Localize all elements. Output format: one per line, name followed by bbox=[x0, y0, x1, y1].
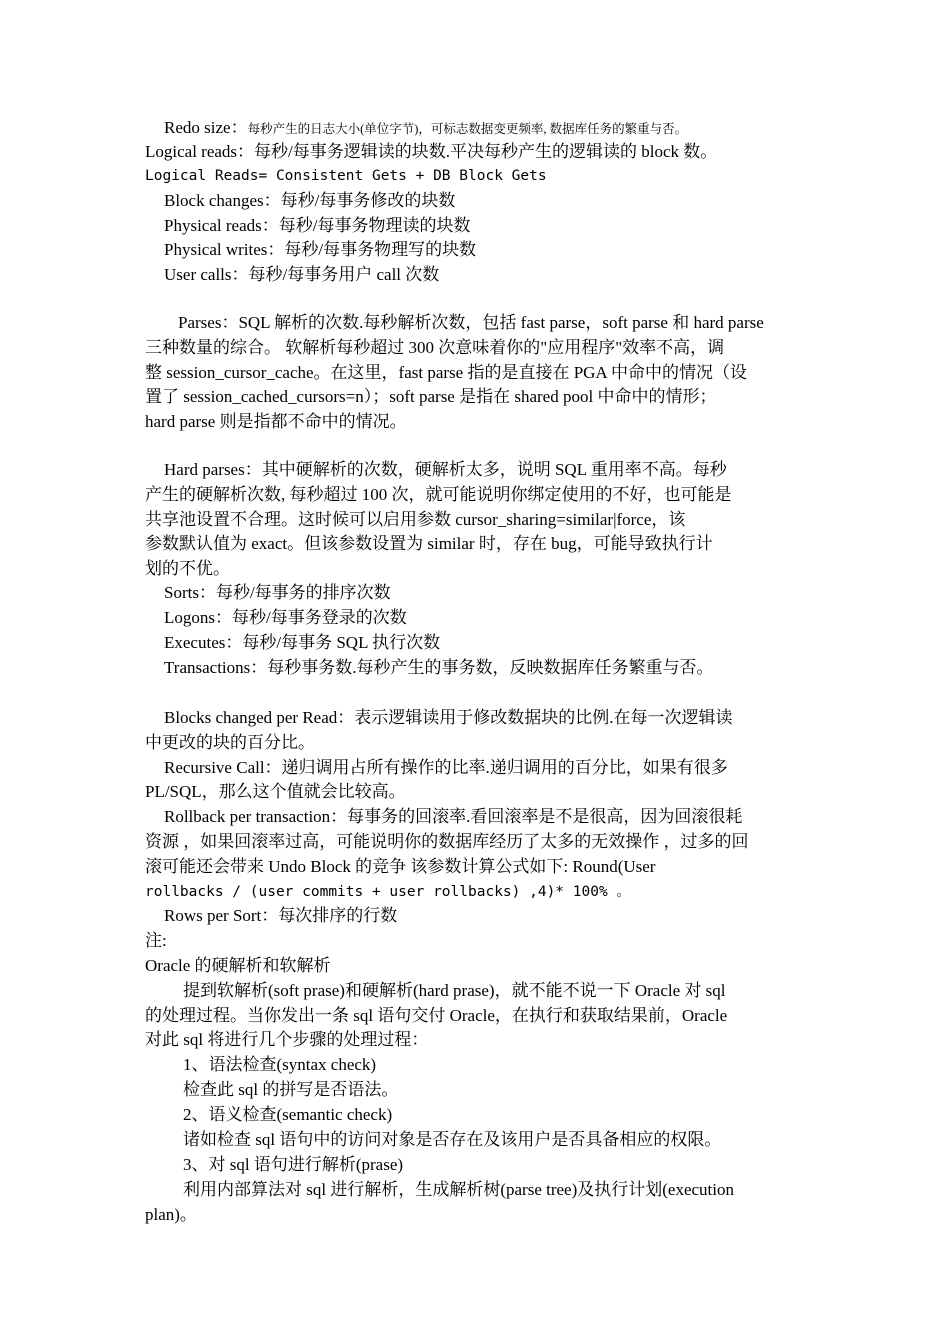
parses-paragraph-line-5: hard parse 则是指都不命中的情况。 bbox=[145, 412, 407, 431]
rollback-line-2: 资源 ，如果回滚率过高，可能说明你的数据库经历了太多的无效操作 ，过多的回 bbox=[145, 832, 749, 851]
rollback-line-3: 滚可能还会带来 Undo Block 的竞争 该参数计算公式如下: Round(User bbox=[145, 857, 656, 876]
section-heading: Oracle 的硬解析和软解析 bbox=[145, 956, 331, 975]
logical-reads-line: Logical reads：每秒/每事务逻辑读的块数.平决每秒产生的逻辑读的 block 数。 bbox=[145, 142, 718, 161]
step-3-title: 3、对 sql 语句进行解析(prase) bbox=[183, 1155, 404, 1174]
parses-paragraph-line-3: 整 session_cursor_cache。在这里，fast parse 指的是直接在 PGA 中命中的情况（设 bbox=[145, 363, 748, 382]
intro-line-3: 对此 sql 将进行几个步骤的处理过程： bbox=[145, 1030, 429, 1049]
step-1-title: 1、语法检查(syntax check) bbox=[183, 1055, 377, 1074]
logons-line: Logons：每秒/每事务登录的次数 bbox=[164, 608, 407, 627]
rows-per-sort-line: Rows per Sort：每次排序的行数 bbox=[164, 906, 398, 925]
blocks-changed-line-1: Blocks changed per Read：表示逻辑读用于修改数据块的比例.在每一次逻辑读 bbox=[164, 708, 733, 727]
rollback-line-1: Rollback per transaction：每事务的回滚率.看回滚率是不是很高，因为回滚很耗 bbox=[164, 807, 743, 826]
executes-line: Executes：每秒/每事务 SQL 执行次数 bbox=[164, 633, 441, 652]
intro-line-2: 的处理过程。当你发出一条 sql 语句交付 Oracle，在执行和获取结果前，Oracle bbox=[145, 1006, 728, 1025]
rollback-formula-line: rollbacks / (user commits + user rollbacks) ,4)* 100% 。 bbox=[145, 884, 631, 900]
redo-size-line bbox=[164, 116, 829, 141]
hard-parses-line-1: Hard parses：其中硬解析的次数，硬解析太多，说明 SQL 重用率不高。每秒 bbox=[164, 460, 727, 479]
recursive-call-line-1: Recursive Call：递归调用占所有操作的比率.递归调用的百分比，如果有很多 bbox=[164, 758, 728, 777]
hard-parses-line-3: 共享池设置不合理。这时候可以启用参数 cursor_sharing=similar|force，该 bbox=[145, 510, 686, 529]
hard-parses-line-5: 划的不优。 bbox=[145, 559, 230, 578]
hard-parses-line-2: 产生的硬解析次数, 每秒超过 100 次，就可能说明你绑定使用的不好，也可能是 bbox=[145, 485, 732, 504]
parses-paragraph-line-1: Parses：SQL 解析的次数.每秒解析次数，包括 fast parse，soft parse 和 hard parse bbox=[178, 313, 764, 332]
parses-paragraph-line-2: 三种数量的综合。 软解析每秒超过 300 次意味着你的"应用程序"效率不高，调 bbox=[145, 338, 725, 357]
logical-reads-formula: Logical Reads= Consistent Gets + DB Block Gets bbox=[145, 168, 547, 184]
step-3-body-line-2: plan)。 bbox=[145, 1205, 197, 1224]
physical-reads-line: Physical reads：每秒/每事务物理读的块数 bbox=[164, 216, 471, 235]
user-calls-line: User calls：每秒/每事务用户 call 次数 bbox=[164, 265, 440, 284]
hard-parses-line-4: 参数默认值为 exact。但该参数设置为 similar 时，存在 bug，可能导致执行计 bbox=[145, 534, 713, 553]
block-changes-line: Block changes：每秒/每事务修改的块数 bbox=[164, 191, 456, 210]
sorts-line: Sorts：每秒/每事务的排序次数 bbox=[164, 583, 391, 602]
step-2-body: 诸如检查 sql 语句中的访问对象是否存在及该用户是否具备相应的权限。 bbox=[183, 1130, 722, 1149]
blocks-changed-line-2: 中更改的块的百分比。 bbox=[145, 733, 315, 752]
note-label: 注: bbox=[145, 931, 167, 950]
step-2-title: 2、语义检查(semantic check) bbox=[183, 1105, 393, 1124]
step-1-body: 检查此 sql 的拼写是否语法。 bbox=[183, 1080, 399, 1099]
physical-writes-line: Physical writes：每秒/每事务物理写的块数 bbox=[164, 240, 477, 259]
step-3-body-line-1: 利用内部算法对 sql 进行解析，生成解析树(parse tree)及执行计划(execution bbox=[183, 1180, 734, 1199]
transactions-line: Transactions：每秒事务数.每秒产生的事务数，反映数据库任务繁重与否。 bbox=[164, 658, 714, 677]
intro-line-1: 提到软解析(soft prase)和硬解析(hard prase)，就不能不说一下 Oracle 对 sql bbox=[183, 981, 726, 1000]
redo-size-description: 每秒产生的日志大小(单位字节)，可标志数据变更频率, 数据库任务的繁重与否。 bbox=[247, 122, 688, 136]
parses-paragraph-line-4: 置了 session_cached_cursors=n）；soft parse 是指在 shared pool 中命中的情形； bbox=[145, 387, 717, 406]
redo-size-term: Redo size： bbox=[164, 118, 248, 137]
recursive-call-line-2: PL/SQL，那么这个值就会比较高。 bbox=[145, 782, 406, 801]
